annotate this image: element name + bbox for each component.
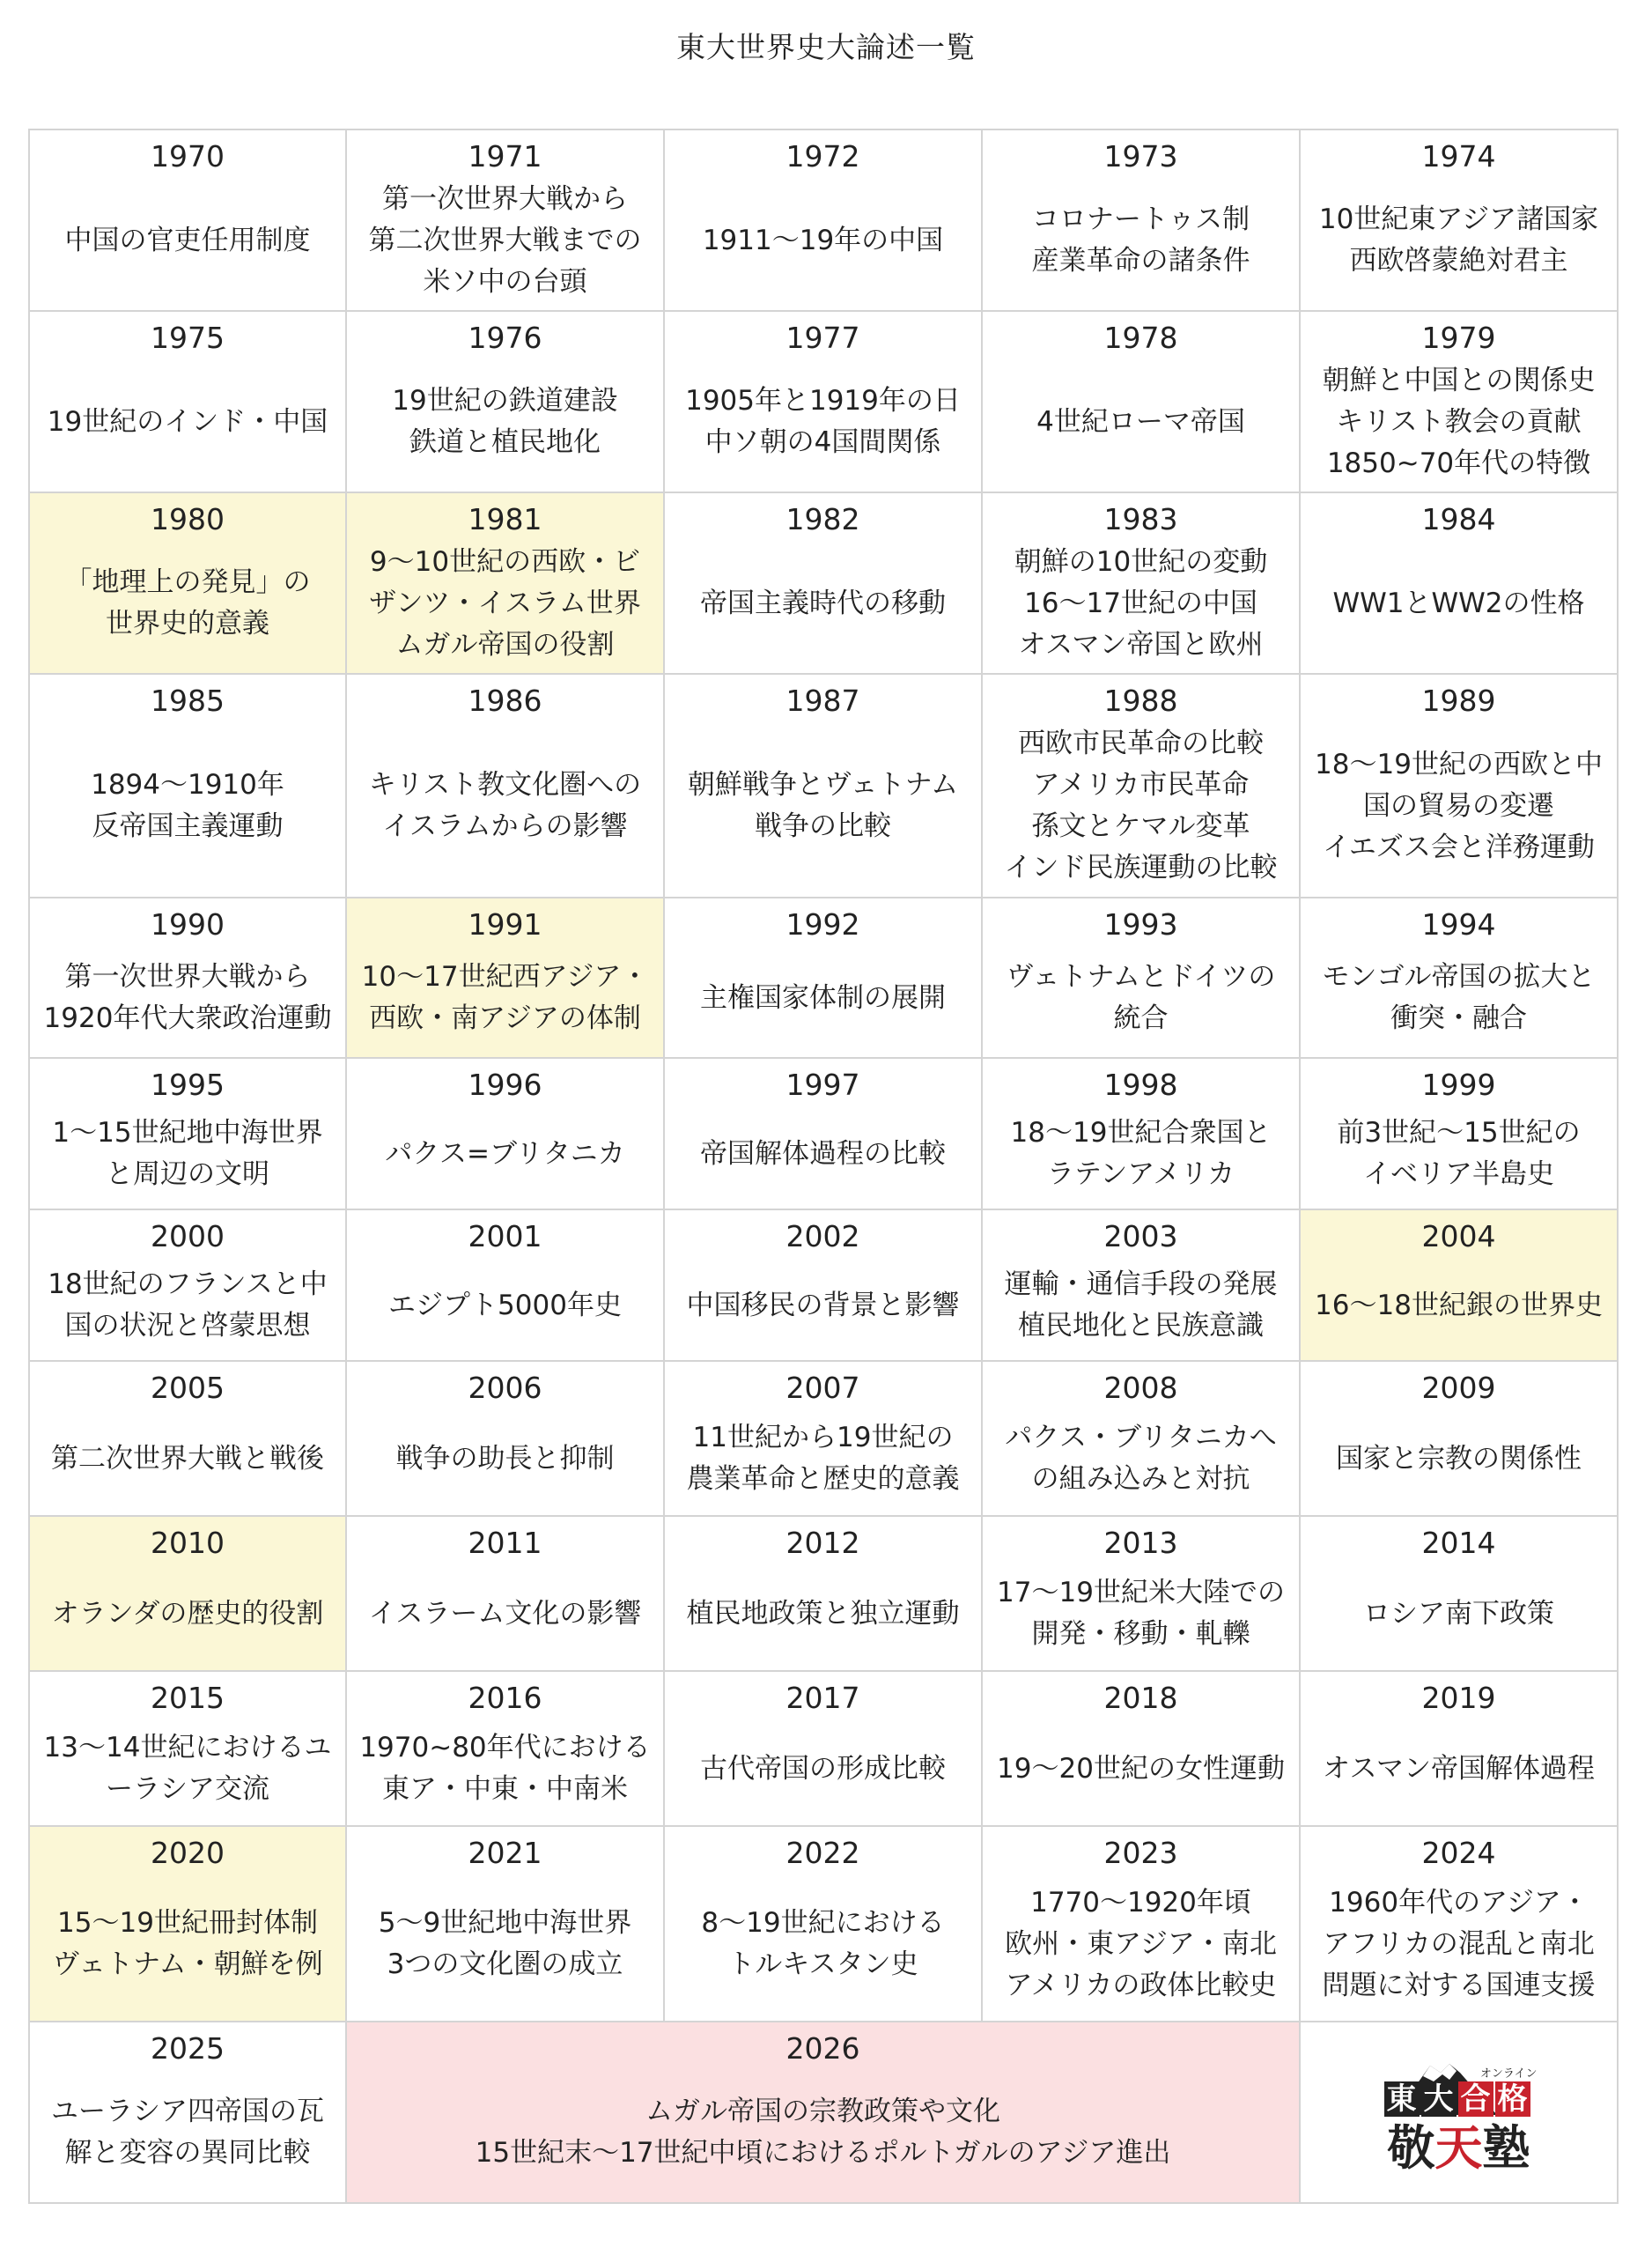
logo-top-text	[1384, 2081, 1530, 2117]
topic-line: 帝国主義時代の移動	[700, 587, 946, 619]
topic-line: 国家と宗教の関係性	[1336, 1442, 1582, 1475]
topic-text	[983, 174, 1299, 307]
year-cell-1970	[29, 129, 346, 311]
year-cell-1974	[1300, 129, 1618, 311]
topic-line: 反帝国主義運動	[92, 810, 284, 842]
year-cell-2017	[664, 1671, 982, 1826]
year-cell-2024	[1300, 1826, 1618, 2022]
topic-line: 9〜10世紀の西欧・ビ	[369, 545, 641, 578]
year-label: 1976	[468, 321, 542, 355]
topic-line: ムガル帝国の宗教政策や文化	[645, 2096, 1000, 2127]
topic-text	[347, 1561, 663, 1667]
year-label: 2025	[151, 2031, 225, 2066]
topic-line: 第二次世界大戦と戦後	[51, 1442, 324, 1475]
year-label: 2008	[1103, 1371, 1178, 1405]
topic-text	[1301, 1103, 1617, 1205]
topic-line: アフリカの混乱と南北	[1323, 1927, 1595, 1960]
year-cell-1975	[29, 311, 346, 492]
topic-line: と周辺の文明	[105, 1158, 269, 1190]
topic-text	[30, 1871, 345, 2017]
topic-line: ロシア南下政策	[1363, 1597, 1554, 1630]
topic-line: 朝鮮の10世紀の変動	[1014, 545, 1268, 578]
topic-line: ザンツ・イスラム世界	[369, 587, 641, 619]
essay-table	[28, 129, 1619, 2204]
topic-text	[30, 943, 345, 1054]
year-label: 1987	[785, 684, 860, 718]
topic-line: 19世紀の鉄道建設	[392, 385, 618, 417]
year-cell-1981	[346, 492, 664, 674]
topic-line: 農業革命と歴史的意義	[686, 1463, 960, 1495]
year-cell-2010	[29, 1516, 346, 1671]
year-label: 1975	[151, 321, 225, 355]
year-cell-1998	[982, 1058, 1300, 1209]
topic-line: 18世紀のフランスと中	[48, 1268, 328, 1300]
logo-char: 大	[1421, 2081, 1457, 2117]
topic-text	[983, 1103, 1299, 1205]
year-cell-1978	[982, 311, 1300, 492]
logo-bottom-text	[1379, 2120, 1539, 2175]
topic-text	[983, 1406, 1299, 1512]
topic-line: 3つの文化圏の成立	[387, 1948, 623, 1980]
topic-text	[347, 1406, 663, 1512]
year-label: 1979	[1421, 321, 1496, 355]
topic-line: パクス・ブリタニカへ	[1005, 1422, 1277, 1453]
topic-line: 鉄道と植民地化	[409, 426, 601, 458]
year-label: 2020	[151, 1836, 225, 1870]
topic-line: 米ソ中の台頭	[423, 265, 587, 298]
year-label: 1970	[151, 139, 225, 174]
topic-line: 朝鮮と中国との関係史	[1322, 364, 1596, 396]
topic-line: ヴェトナム・朝鮮を例	[52, 1948, 323, 1980]
year-cell-1980	[29, 492, 346, 674]
topic-text	[347, 356, 663, 488]
topic-line: 11世紀から19世紀の	[692, 1422, 954, 1453]
topic-text	[665, 1716, 981, 1822]
year-cell-1986	[346, 674, 664, 898]
year-label: 1980	[151, 502, 225, 536]
year-label: 1992	[785, 907, 860, 942]
topic-line: 帝国解体過程の比較	[700, 1137, 946, 1170]
topic-text	[30, 1103, 345, 1205]
year-cell-1976	[346, 311, 664, 492]
year-label: 1971	[468, 139, 542, 174]
year-label: 1997	[785, 1068, 860, 1102]
topic-line: オスマン帝国と欧州	[1018, 628, 1264, 661]
year-label: 1978	[1103, 321, 1178, 355]
year-cell-2003	[982, 1209, 1300, 1361]
year-cell-2013	[982, 1516, 1300, 1671]
year-cell-2000	[29, 1209, 346, 1361]
year-label: 2010	[151, 1526, 225, 1560]
topic-line: イベリア半島史	[1362, 1158, 1554, 1190]
logo-char: 東	[1384, 2081, 1420, 2117]
year-label: 2013	[1103, 1526, 1178, 1560]
year-label: 1977	[785, 321, 860, 355]
year-label: 2006	[468, 1371, 542, 1405]
logo-cell	[1300, 2022, 1618, 2203]
table-row	[29, 1209, 1618, 1361]
table-row	[29, 1058, 1618, 1209]
topic-text	[665, 174, 981, 307]
topic-line: 13〜14世紀におけるユ	[43, 1732, 332, 1763]
table-row	[29, 674, 1618, 898]
year-label: 2026	[785, 2031, 860, 2066]
year-label: 1988	[1103, 684, 1178, 718]
year-cell-2006	[346, 1361, 664, 1516]
logo-kana: オンライン	[1479, 2067, 1538, 2081]
year-cell-1982	[664, 492, 982, 674]
topic-text	[30, 174, 345, 307]
table-row	[29, 2022, 1618, 2203]
year-label: 2011	[468, 1526, 542, 1560]
year-cell-1983	[982, 492, 1300, 674]
topic-line: 第二次世界大戦までの	[368, 224, 642, 256]
topic-text	[30, 356, 345, 488]
year-cell-2015	[29, 1671, 346, 1826]
topic-text	[30, 1716, 345, 1822]
topic-text	[1301, 1561, 1617, 1667]
topic-text	[983, 537, 1299, 669]
year-label: 1973	[1103, 139, 1178, 174]
topic-text	[665, 1406, 981, 1512]
topic-text	[1301, 537, 1617, 669]
year-cell-1973	[982, 129, 1300, 311]
year-cell-2018	[982, 1671, 1300, 1826]
topic-line: 15世紀末〜17世紀中頃におけるポルトガルのアジア進出	[475, 2137, 1171, 2169]
year-label: 1999	[1421, 1068, 1496, 1102]
year-label: 2016	[468, 1681, 542, 1715]
topic-text	[347, 1871, 663, 2017]
table-row	[29, 1671, 1618, 1826]
topic-line: 朝鮮戦争とヴェトナム	[687, 769, 959, 801]
year-cell-2020	[29, 1826, 346, 2022]
topic-text	[30, 2066, 345, 2199]
logo-char: 塾	[1482, 2119, 1530, 2176]
year-cell-1977	[664, 311, 982, 492]
topic-line: インド民族運動の比較	[1004, 852, 1278, 884]
topic-text	[665, 719, 981, 893]
topic-text	[665, 1561, 981, 1667]
topic-text	[983, 356, 1299, 488]
year-cell-2007	[664, 1361, 982, 1516]
topic-text	[30, 719, 345, 893]
topic-line: コロナートゥス制	[1031, 203, 1250, 235]
logo-char: 合	[1458, 2081, 1493, 2117]
topic-text	[1301, 1716, 1617, 1822]
topic-line: 孫文とケマル変革	[1031, 810, 1250, 842]
year-cell-1972	[664, 129, 982, 311]
year-label: 1996	[468, 1068, 542, 1102]
topic-line: 西欧市民革命の比較	[1018, 728, 1264, 759]
page-title: 東大世界史大論述一覧	[676, 30, 976, 64]
table-row	[29, 1826, 1618, 2022]
topic-line: 中国の官吏任用制度	[64, 224, 311, 256]
table-row	[29, 311, 1618, 492]
topic-line: 19世紀のインド・中国	[47, 405, 328, 438]
logo-char: 格	[1495, 2081, 1530, 2117]
topic-line: アメリカ市民革命	[1032, 769, 1250, 801]
topic-line: 国の貿易の変遷	[1363, 789, 1554, 822]
topic-line: 戦争の比較	[755, 810, 891, 842]
topic-text	[983, 943, 1299, 1054]
topic-line: 第一次世界大戦から	[64, 961, 311, 993]
topic-line: の組み込みと対抗	[1031, 1463, 1250, 1495]
topic-line: 植民地政策と独立運動	[686, 1597, 960, 1630]
year-cell-2012	[664, 1516, 982, 1671]
year-cell-1979	[1300, 311, 1618, 492]
topic-text	[30, 1561, 345, 1667]
topic-line: 植民地化と民族意識	[1018, 1310, 1264, 1342]
year-label: 2004	[1421, 1219, 1496, 1253]
topic-text	[1301, 1406, 1617, 1512]
topic-line: 西欧・南アジアの体制	[369, 1002, 641, 1034]
topic-line: オランダの歴史的役割	[51, 1597, 324, 1630]
year-cell-2002	[664, 1209, 982, 1361]
year-cell-1991	[346, 898, 664, 1058]
topic-line: エジプト5000年史	[388, 1289, 622, 1321]
topic-text	[347, 537, 663, 669]
topic-text	[983, 1716, 1299, 1822]
year-cell-2005	[29, 1361, 346, 1516]
topic-line: 16〜17世紀の中国	[1024, 587, 1257, 619]
topic-line: 1911〜19年の中国	[702, 224, 944, 256]
topic-line: 主権国家体制の展開	[700, 981, 946, 1014]
topic-line: 中ソ朝の4国間関係	[704, 426, 941, 458]
year-cell-2016	[346, 1671, 664, 1826]
topic-line: 1770〜1920年頃	[1030, 1886, 1251, 1919]
topic-line: 産業革命の諸条件	[1031, 245, 1250, 277]
year-label: 1981	[468, 502, 542, 536]
topic-line: 18〜19世紀の西欧と中	[1315, 748, 1603, 780]
topic-line: 1970~80年代における	[359, 1732, 651, 1763]
topic-line: 国の状況と啓蒙思想	[64, 1310, 311, 1342]
topic-line: 中国移民の背景と影響	[686, 1289, 960, 1321]
topic-line: 運輸・通信手段の発展	[1004, 1268, 1278, 1300]
year-cell-1997	[664, 1058, 982, 1209]
topic-line: ヴェトナムとドイツの	[1006, 961, 1276, 993]
table-row	[29, 1516, 1618, 1671]
topic-line: キリスト教文化圏への	[368, 769, 642, 801]
topic-text	[983, 719, 1299, 893]
topic-text	[983, 1871, 1299, 2017]
topic-line: トルキスタン史	[727, 1948, 918, 1980]
year-cell-2014	[1300, 1516, 1618, 1671]
year-label: 1984	[1421, 502, 1496, 536]
topic-line: パクス=ブリタニカ	[385, 1137, 625, 1170]
topic-line: ユーラシア四帝国の瓦	[51, 2096, 324, 2127]
topic-text	[1301, 1871, 1617, 2017]
table-row	[29, 492, 1618, 674]
year-label: 2019	[1421, 1681, 1496, 1715]
topic-line: キリスト教会の貢献	[1336, 405, 1582, 438]
logo-char: 天	[1434, 2119, 1483, 2176]
year-cell-1987	[664, 674, 982, 898]
topic-text	[1301, 719, 1617, 893]
topic-text	[347, 1716, 663, 1822]
topic-text	[30, 1254, 345, 1357]
topic-text	[30, 537, 345, 669]
topic-text	[1301, 1254, 1617, 1357]
year-cell-1984	[1300, 492, 1618, 674]
year-label: 2018	[1103, 1681, 1178, 1715]
topic-line: 1850~70年代の特徴	[1326, 447, 1591, 479]
topic-line: ムガル帝国の役割	[395, 628, 615, 661]
year-label: 2014	[1421, 1526, 1496, 1560]
topic-line: 東ア・中東・中南米	[381, 1773, 628, 1805]
year-label: 2022	[785, 1836, 860, 1870]
year-label: 2023	[1103, 1836, 1178, 1870]
year-label: 2002	[785, 1219, 860, 1253]
topic-text	[665, 1871, 981, 2017]
year-label: 1986	[468, 684, 542, 718]
year-label: 2009	[1421, 1371, 1496, 1405]
year-cell-2011	[346, 1516, 664, 1671]
year-cell-2022	[664, 1826, 982, 2022]
topic-line: 8〜19世紀における	[701, 1907, 945, 1939]
year-label: 1995	[151, 1068, 225, 1102]
table-row	[29, 129, 1618, 311]
topic-line: 解と変容の異同比較	[64, 2137, 311, 2169]
year-cell-2001	[346, 1209, 664, 1361]
topic-line: 10〜17世紀西アジア・	[361, 961, 649, 993]
year-label: 2021	[468, 1836, 542, 1870]
topic-line: イエズス会と洋務運動	[1323, 831, 1595, 863]
year-cell-2009	[1300, 1361, 1618, 1516]
year-cell-1988	[982, 674, 1300, 898]
topic-line: 戦争の助長と抑制	[395, 1442, 615, 1475]
year-cell-2019	[1300, 1671, 1618, 1826]
topic-line: WW1とWW2の性格	[1332, 587, 1585, 619]
year-cell-1985	[29, 674, 346, 898]
year-label: 1993	[1103, 907, 1178, 942]
topic-line: 前3世紀〜15世紀の	[1337, 1117, 1581, 1149]
topic-line: 開発・移動・軋轢	[1031, 1618, 1250, 1650]
year-cell-1971	[346, 129, 664, 311]
year-label: 1998	[1103, 1068, 1178, 1102]
topic-line: 19〜20世紀の女性運動	[997, 1752, 1285, 1785]
year-label: 2012	[785, 1526, 860, 1560]
topic-line: イスラムからの影響	[382, 810, 628, 842]
year-cell-2023	[982, 1826, 1300, 2022]
topic-line: 欧州・東アジア・南北	[1005, 1927, 1277, 1960]
topic-line: オスマン帝国解体過程	[1322, 1752, 1596, 1785]
topic-text	[347, 1254, 663, 1357]
topic-text	[347, 943, 663, 1054]
year-label: 2017	[785, 1681, 860, 1715]
topic-line: 古代帝国の形成比較	[700, 1752, 946, 1785]
topic-text	[347, 2066, 1299, 2199]
topic-text	[983, 1561, 1299, 1667]
topic-text	[1301, 943, 1617, 1054]
topic-text	[30, 1406, 345, 1512]
topic-line: 1〜15世紀地中海世界	[52, 1117, 323, 1149]
topic-line: 1960年代のアジア・	[1329, 1886, 1589, 1919]
year-cell-1994	[1300, 898, 1618, 1058]
topic-line: 4世紀ローマ帝国	[1036, 405, 1245, 438]
year-label: 1974	[1421, 139, 1496, 174]
year-label: 1991	[468, 907, 542, 942]
topic-line: 16〜18世紀銀の世界史	[1315, 1289, 1603, 1321]
topic-line: 1920年代大衆政治運動	[43, 1002, 332, 1034]
topic-line: アメリカの政体比較史	[1005, 1969, 1277, 2001]
topic-line: 西欧啓蒙絶対君主	[1349, 245, 1568, 277]
year-label: 2000	[151, 1219, 225, 1253]
year-cell-2021	[346, 1826, 664, 2022]
year-label: 2005	[151, 1371, 225, 1405]
year-cell-1996	[346, 1058, 664, 1209]
topic-text	[983, 1254, 1299, 1357]
topic-text	[665, 943, 981, 1054]
topic-line: 18〜19世紀合衆国と	[1010, 1117, 1272, 1149]
topic-line: ラテンアメリカ	[1046, 1158, 1235, 1190]
topic-text	[665, 1103, 981, 1205]
year-cell-2026	[346, 2022, 1300, 2203]
school-logo	[1375, 2046, 1543, 2178]
topic-line: イスラーム文化の影響	[368, 1597, 642, 1630]
year-cell-1999	[1300, 1058, 1618, 1209]
topic-text	[347, 174, 663, 307]
year-cell-1992	[664, 898, 982, 1058]
topic-text	[347, 1103, 663, 1205]
topic-line: 5〜9世紀地中海世界	[378, 1907, 632, 1939]
topic-line: 問題に対する国連支援	[1322, 1969, 1596, 2001]
year-label: 2024	[1421, 1836, 1496, 1870]
table-row	[29, 898, 1618, 1058]
topic-text	[665, 356, 981, 488]
year-label: 2015	[151, 1681, 225, 1715]
topic-line: 「地理上の発見」の	[64, 566, 311, 598]
year-cell-1995	[29, 1058, 346, 1209]
year-cell-2008	[982, 1361, 1300, 1516]
topic-line: 統合	[1113, 1002, 1169, 1034]
year-label: 2001	[468, 1219, 542, 1253]
topic-line: モンゴル帝国の拡大と	[1322, 961, 1596, 993]
topic-line: ーラシア交流	[106, 1773, 269, 1805]
year-cell-2004	[1300, 1209, 1618, 1361]
year-label: 1982	[785, 502, 860, 536]
logo-char: 敬	[1387, 2119, 1435, 2176]
topic-line: 世界史的意義	[106, 608, 269, 640]
topic-line: 衝突・融合	[1390, 1002, 1527, 1034]
year-label: 1985	[151, 684, 225, 718]
topic-line: 17〜19世紀米大陸での	[997, 1577, 1285, 1608]
year-label: 2007	[785, 1371, 860, 1405]
topic-line: 10世紀東アジア諸国家	[1318, 203, 1599, 235]
year-cell-1993	[982, 898, 1300, 1058]
topic-line: 1894〜1910年	[91, 769, 284, 801]
year-label: 2003	[1103, 1219, 1178, 1253]
topic-text	[665, 537, 981, 669]
year-cell-1989	[1300, 674, 1618, 898]
topic-line: 15〜19世紀冊封体制	[57, 1907, 318, 1939]
year-label: 1994	[1421, 907, 1496, 942]
topic-line: 第一次世界大戦から	[382, 182, 628, 215]
topic-line: 1905年と1919年の日	[685, 385, 961, 417]
year-label: 1989	[1421, 684, 1496, 718]
topic-text	[665, 1254, 981, 1357]
topic-text	[347, 719, 663, 893]
topic-text	[1301, 174, 1617, 307]
year-label: 1972	[785, 139, 860, 174]
year-cell-1990	[29, 898, 346, 1058]
year-cell-2025	[29, 2022, 346, 2203]
year-label: 1983	[1103, 502, 1178, 536]
year-label: 1990	[151, 907, 225, 942]
table-row	[29, 1361, 1618, 1516]
topic-text	[1301, 356, 1617, 488]
